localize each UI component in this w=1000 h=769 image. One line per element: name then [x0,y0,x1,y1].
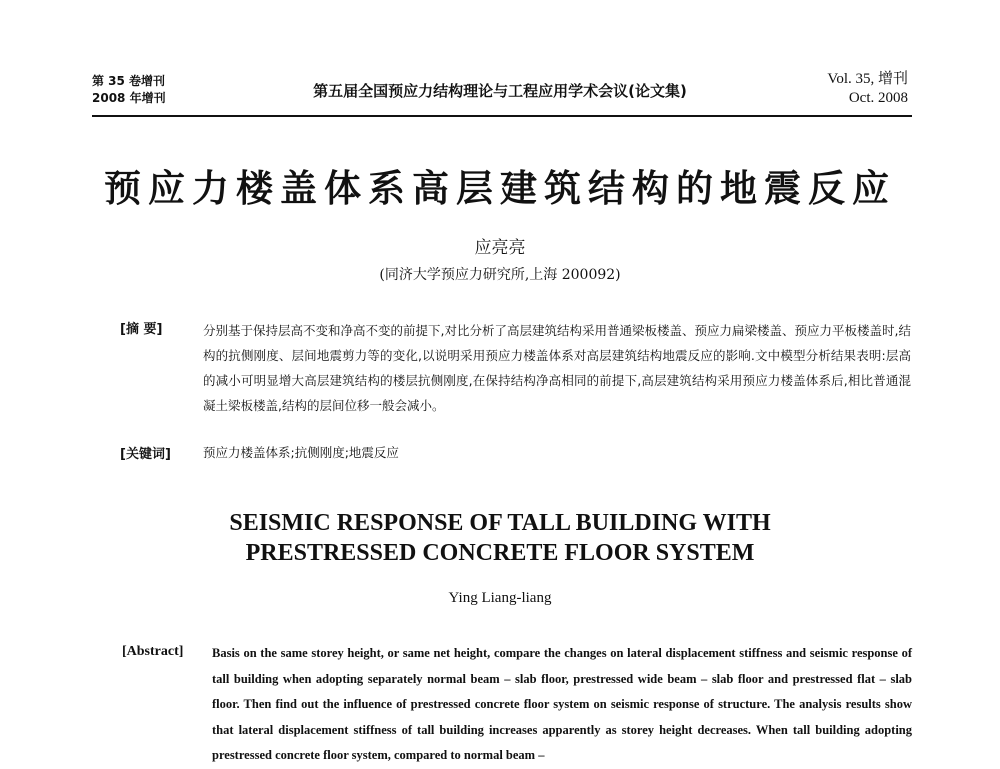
author-en: Ying Liang-liang [448,590,552,606]
author-cn: 应亮亮 [474,238,526,258]
paper-title-cn: 预应力楼盖体系高层建筑结构的地震反应 [104,166,896,210]
paper-title-en [0,508,1000,568]
conference-title: 第五届全国预应力结构理论与工程应用学术会议(论文集) [313,82,687,100]
journal-volume-en [827,70,908,108]
abstract-text-cn: 分别基于保持层高不变和净高不变的前提下,对比分析了高层建筑结构采用普通梁板楼盖、预应力扁梁楼盖、预应力平板楼盖时,结构的抗侧刚度、层间地震剪力等的变化,以说明采用预应力楼盖体系对高层建筑结构地震反应的影响.文中模型分析结果表明:层高的减小可明显增大高层建筑结构的楼层抗侧刚度,在保持结构净高相同的前提下,高层建筑结构采用预应力楼盖体系后,相比普通混凝土梁板楼盖,结构的层间位移一般会减小。 [203,323,911,413]
abstract-text-en: Basis on the same storey height, or same net height, compare the changes on lateral displacement stiffness and seismic response of tall building when adopting separately normal beam – slab floor, prestressed wide beam – slab floor and prestressed flat – slab floor. Then find out the influence of prestressed concrete floor system on seismic response of structure. The analysis results show that lateral displacement stiffness of tall building increases apparently as storey height decreases. When tall building adopting prestressed concrete floor system, compared to normal beam – [212,646,912,762]
volume-line: 第 35 卷增刊 [92,74,166,88]
keywords-text-cn: 预应力楼盖体系;抗侧刚度;地震反应 [203,445,399,460]
year-line: 2008 年增刊 [92,91,166,105]
title-en-line2: PRESTRESSED CONCRETE FLOOR SYSTEM [245,540,755,566]
abstract-label-en: [Abstract] [122,644,184,659]
abstract-label-cn: [摘 要] [120,322,163,337]
volume-line-en: Vol. 35, 增刊 [827,71,908,87]
title-en-line1: SEISMIC RESPONSE OF TALL BUILDING WITH [229,510,771,536]
header-rule [92,115,912,117]
keywords-label-cn: [关键词] [120,447,171,462]
affiliation-cn: (同济大学预应力研究所,上海 200092) [379,267,621,283]
date-line-en: Oct. 2008 [848,90,908,106]
